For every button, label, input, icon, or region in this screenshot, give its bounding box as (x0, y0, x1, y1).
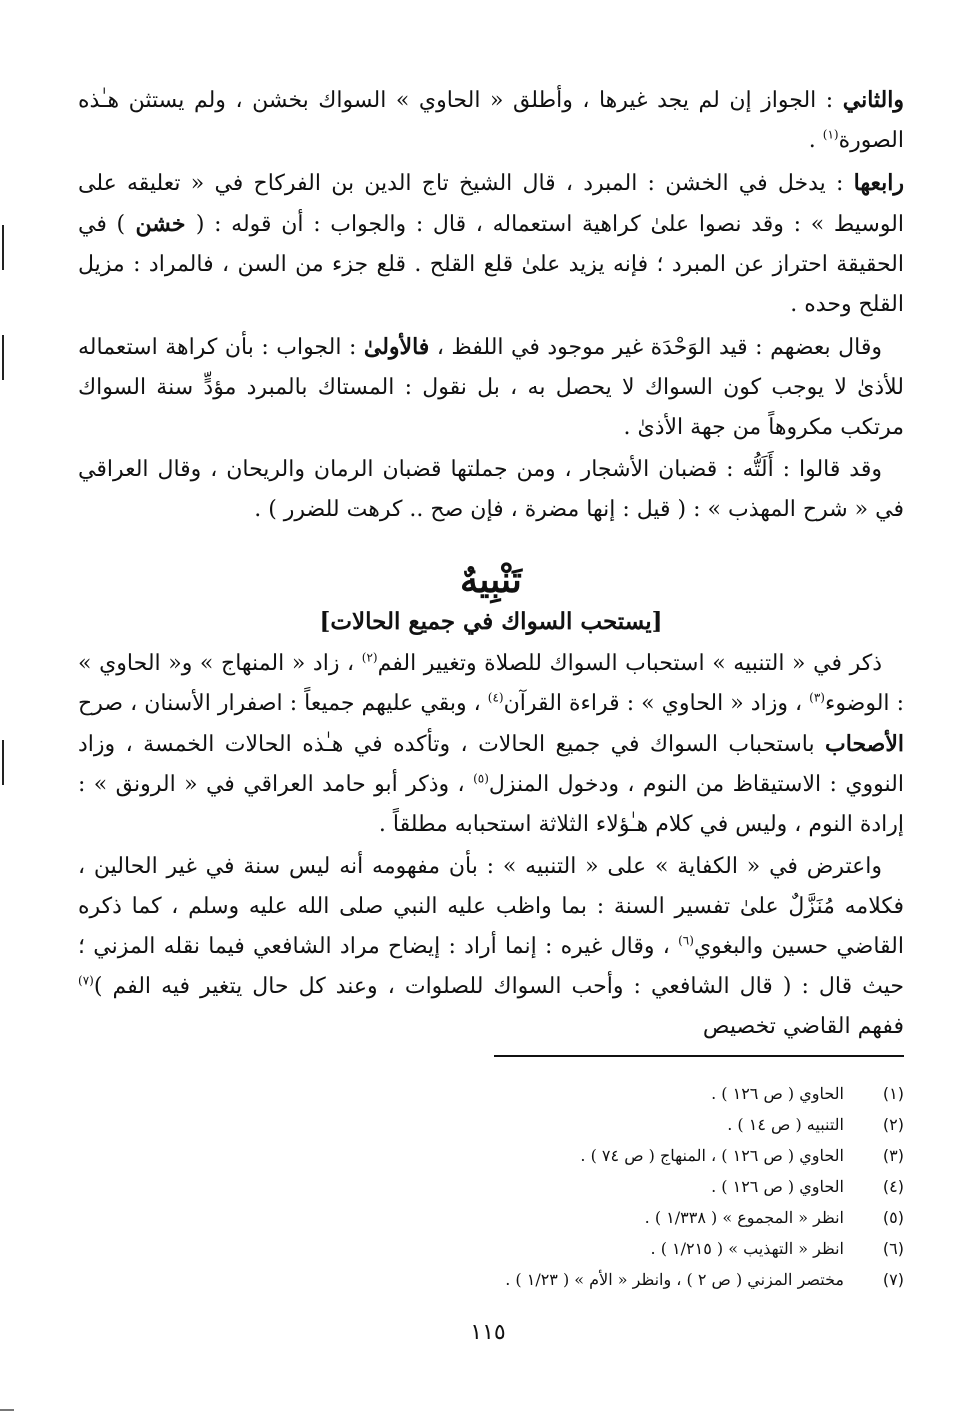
footnote-text: الحاوي ( ص ١٢٦ ) ، المنهاج ( ص ٧٤ ) . (580, 1146, 844, 1165)
paragraph-6 (78, 847, 904, 1047)
margin-line-mark (2, 740, 4, 785)
footnote-number: (٧) (882, 1270, 904, 1289)
footnote-ref[interactable]: (٧) (78, 973, 94, 988)
paragraph-text: ، زاد « المنهاج » و« الحاوي » : الوضوء (78, 651, 904, 716)
paragraph-1 (78, 80, 904, 161)
paragraph-lead: والثاني (842, 87, 904, 113)
paragraph-end: . (808, 128, 823, 153)
footnote-number: (٤) (882, 1177, 904, 1196)
footnote-item (204, 1171, 904, 1202)
paragraph-3 (78, 327, 904, 448)
paragraph-text: باستحباب السواك في جميع الحالات ، وتأكده في هـٰذه الحالات الخمسة ، وزاد النووي : الاستيقاظ من النوم ، ودخول المنزل (78, 732, 904, 797)
footnote-ref[interactable]: (٢) (361, 650, 378, 665)
footnote-number: (١) (882, 1084, 904, 1103)
footnote-ref[interactable]: (٥) (473, 771, 489, 786)
paragraph-2 (78, 163, 904, 325)
footnote-ref[interactable]: (٦) (678, 933, 694, 948)
section-subtitle: [يستحب السواك في جميع الحالات] (319, 608, 663, 635)
footnote-separator (494, 1055, 904, 1057)
footnote-number: (٣) (882, 1146, 904, 1165)
paragraph-lead: رابعها (853, 170, 904, 196)
paragraph-5 (78, 644, 904, 845)
footnote-text: انظر « التهذيب » ( ١/٢١٥ ) . (650, 1239, 844, 1258)
paragraph-text: ، وبقي عليهم جميعاً : اصفرار الأسنان ، صرح (78, 691, 488, 716)
corner-mark (0, 1409, 14, 1411)
bold-word: خشن (125, 211, 196, 237)
paragraph-text: ، وذكر أبو حامد العراقي في « الرونق » : إرادة النوم ، وليس في كلام هـٰؤلاء الثلاثة استحبابه مطلقاً . (78, 772, 904, 837)
footnote-item (204, 1140, 904, 1171)
paragraph-4 (78, 450, 904, 530)
footnote-item (204, 1109, 904, 1140)
margin-line-mark (2, 225, 4, 270)
bold-word: فالأولىٰ (363, 334, 430, 360)
paragraph-text: ) في الحقيقة احتراز عن المبرد ؛ فإنه يزيد علىٰ قلع القلح . قلع جزء من السن ، فالمراد : مزيل القلح وحده . (78, 212, 904, 317)
paragraph-text: : يدخل في الخشن : المبرد ، قال الشيخ تاج الدين بن الفركاح في « تعليقه على الوسيط » : وقد نصوا علىٰ كراهية استعماله ، قال : والجواب : أن قوله : ( (78, 171, 904, 237)
footnote-text: التنبيه ( ص ١٤ ) . (727, 1115, 844, 1134)
footnote-item (204, 1233, 904, 1264)
footnote-ref[interactable]: (١) (822, 127, 839, 142)
paragraph-text: واعترض في « الكفاية » على « التنبيه » : بأن مفهومه أنه ليس سنة في غير الحالين ، فكلامه مُنَزَّلٌ علىٰ تفسير السنة : بما واظب عليه النبي صلى الله عليه وسلم ، كما ذكره القاضي حسين والبغوي (78, 854, 904, 959)
paragraph-text: ، وزاد « الحاوي » : قراءة القرآن (503, 691, 810, 716)
section-ornament-title: تَنْبِيهٌ (460, 559, 522, 601)
footnote-ref[interactable]: (٤) (487, 690, 504, 705)
paragraph-text: : الجواز إن لم يجد غيرها ، وأطلق « الحاوي » السواك بخشن ، ولم يستثن هـٰذه الصورة (78, 88, 904, 153)
paragraph-text: ، وقال غيره : إنما أراد : إيضاح مراد الشافعي فيما نقله المزني ؛ حيث قال : ( قال الشافعي : وأحب السواك للصلوات ، وعند كل حال يتغير فيه الفم ) (78, 934, 904, 999)
margin-line-mark (2, 335, 4, 380)
footnote-item (204, 1202, 904, 1233)
footnote-text: مختصر المزني ( ص ٢ ) ، وانظر « الأم » ( ١/٢٣ ) . (505, 1270, 844, 1289)
footnotes (204, 1078, 904, 1295)
main-text (78, 80, 904, 1049)
footnote-number: (٥) (882, 1208, 904, 1227)
footnote-number: (٦) (882, 1239, 904, 1258)
paragraph-text: : الجواب : بأن كراهة استعماله للأذىٰ لا يوجب كون السواك لا يحصل به ، بل نقول : المستاك بالمبرد مؤدٍّ سنة السواك مرتكب مكروهاً من جهة الأذىٰ . (78, 335, 904, 440)
footnote-item (204, 1078, 904, 1109)
paragraph-text: وقال بعضهم : قيد الوَحْدَة غير موجود في اللفظ ، (429, 335, 882, 360)
bold-word: الأصحاب (825, 731, 904, 757)
paragraph-text: وقد قالوا : أَلَتُّه : قضبان الأشجار ، ومن جملتها قضبان الرمان والريحان ، وقال العراقي في « شرح المهذب » : ( قيل : إنها مضرة ، فإن صح .. كرهت للضرر ) . (78, 457, 904, 522)
paragraph-text: ذكر في « التنبيه » استحباب السواك للصلاة وتغيير الفم (377, 651, 883, 676)
footnote-ref[interactable]: (٣) (809, 690, 825, 705)
footnote-text: الحاوي ( ص ١٢٦ ) . (711, 1084, 844, 1103)
footnote-text: الحاوي ( ص ١٢٦ ) . (711, 1177, 844, 1196)
footnote-text: انظر « المجموع » ( ١/٣٣٨ ) . (644, 1208, 844, 1227)
paragraph-text: ففهم القاضي تخصيص (702, 1014, 904, 1039)
footnote-number: (٢) (882, 1115, 904, 1134)
page-number: ١١٥ (470, 1320, 506, 1345)
footnote-item (204, 1264, 904, 1295)
